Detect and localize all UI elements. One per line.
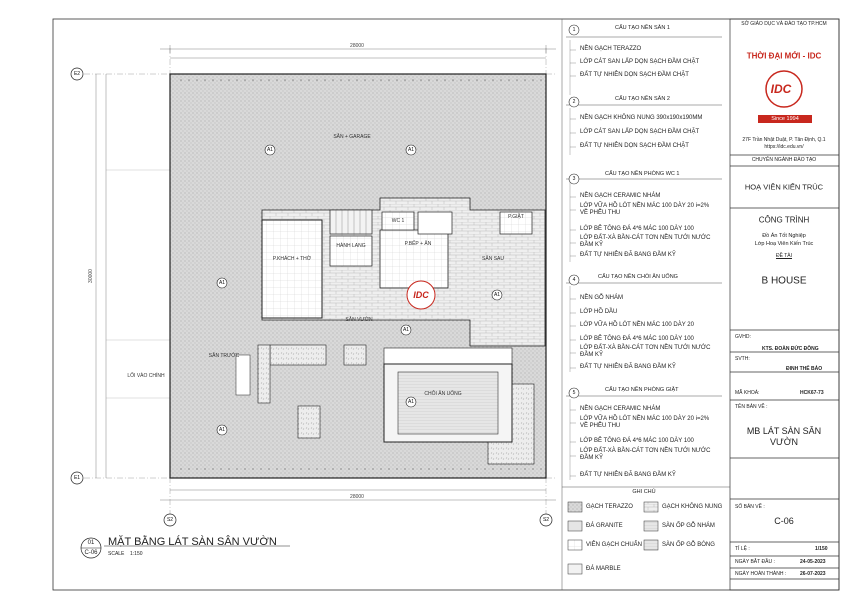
drawing-sheet-ref: C-06	[84, 550, 98, 556]
floor-plan	[71, 45, 556, 558]
room-label-entrance: LỐI VÀO CHÍNH	[127, 373, 165, 379]
student: ĐINH THẾ BẢO	[786, 366, 823, 372]
layer-item: ĐẤT TỰ NHIÊN DỌN SẠCH ĐẦM CHẶT	[580, 72, 689, 78]
standard-tile-swatch-label: VIÊN GẠCH CHUẨN	[586, 542, 643, 548]
layer-item: LỚP VỮA HỒ LÓT NỀN MÁC 100 DÀY 20 i=2% VỀ PHỄU THU	[580, 203, 710, 216]
layer-item: ĐẤT TỰ NHIÊN ĐÃ BANG ĐẦM KỸ	[580, 472, 676, 478]
drawing-number: 01	[87, 540, 95, 546]
major-label: CHUYÊN NGÀNH ĐÀO TẠO	[751, 157, 817, 163]
student-label: SVTH:	[735, 356, 750, 362]
layer-item: ĐẤT TỰ NHIÊN ĐÃ BANG ĐẦM KỸ	[580, 252, 676, 258]
room-label-living: P.KHÁCH + THỜ	[272, 256, 312, 262]
layer-item: LỚP BÊ TÔNG ĐÁ 4*6 MÁC 100 DÀY 100	[580, 336, 694, 342]
room-label-wc: WC 1	[391, 218, 405, 224]
layer-item: LỚP ĐẤT-XÀ BẦN-CÁT TƠN NỀN TƯỚI NƯỚC ĐẦM KỸ	[580, 235, 711, 248]
floor-marker: A1	[218, 427, 226, 433]
layer-item: NỀN GỖ NHÁM	[580, 295, 624, 301]
instructor: KTS. ĐOÀN ĐỨC ĐÔNG	[762, 346, 819, 352]
gridline-s2-left: S2	[166, 517, 174, 523]
terrazzo-swatch-label: GẠCH TERAZZO	[586, 504, 633, 510]
section-number: 2	[572, 99, 576, 105]
layer-item: NỀN GẠCH CERAMIC NHÁM	[580, 406, 661, 412]
section-number: 5	[572, 390, 576, 396]
layer-item: LỚP HỒ DẦU	[580, 309, 618, 315]
floor-marker: A1	[402, 327, 410, 333]
layer-item: LỚP VỮA HỒ LÓT NỀN MÁC 100 DÀY 20	[580, 322, 694, 328]
floor-marker: A1	[407, 399, 415, 405]
room-label-hallway: HÀNH LANG	[336, 243, 366, 249]
idc-watermark: IDC	[413, 290, 429, 300]
sheet-number: C-06	[774, 516, 794, 526]
scale-label-tb: TỈ LỆ :	[735, 546, 750, 552]
room-label-storage: P.GIẶT	[508, 214, 524, 220]
course-label: MÃ KHOÁ:	[735, 390, 760, 396]
section-title: CẤU TẠO NỀN SÂN 1	[615, 25, 670, 31]
school-name: THỜI ĐẠI MỚI - IDC	[746, 51, 822, 61]
section-title: CẤU TẠO NỀN PHÒNG GIẶT	[605, 387, 679, 393]
end-date-label: NGÀY HOÀN THÀNH :	[735, 571, 787, 577]
dimension-bottom: 28000	[350, 494, 364, 500]
room-label-dining-pavilion: CHỖI ĂN UỐNG	[424, 391, 462, 397]
website: https://idc.edu.vn/	[764, 144, 804, 150]
major: HOẠ VIÊN KIẾN TRÚC	[744, 182, 824, 192]
project-line-1: Đồ Án Tốt Nghiệp	[762, 233, 806, 239]
section-number: 3	[572, 176, 576, 182]
layer-item: NỀN GẠCH TERAZZO	[580, 46, 642, 52]
start-date: 24-05-2023	[800, 559, 826, 565]
layer-item: LỚP CÁT SAN LẤP DỌN SẠCH ĐẦM CHẶT	[580, 59, 700, 65]
glossy-wood-swatch-label: SÀN ỐP GỖ BÓNG	[662, 542, 715, 548]
notes-title: GHI CHÚ	[632, 489, 656, 495]
floor-marker: A1	[493, 292, 501, 298]
project-line-2: Lớp Hoạ Viên Kiến Trúc	[754, 241, 814, 247]
granite-swatch-label: ĐÁ GRANITE	[586, 523, 623, 529]
room-label-front-yard: SÂN TRƯỚC	[208, 353, 240, 359]
layer-item: LỚP VỮA HỒ LÓT NỀN MÁC 100 DÀY 20 i=2% VỀ PHỄU THU	[580, 416, 710, 429]
layer-item: LỚP BÊ TÔNG ĐÁ 4*6 MÁC 100 DÀY 100	[580, 438, 694, 444]
layer-item: LỚP BÊ TÔNG ĐÁ 4*6 MÁC 100 DÀY 100	[580, 226, 694, 232]
start-date-label: NGÀY BẮT ĐẦU :	[735, 559, 775, 565]
gridline-e1: E1	[73, 475, 81, 481]
room-label-back-yard: SÂN SAU	[482, 256, 504, 262]
scale-tb: 1/150	[815, 546, 828, 552]
scale-label: SCALE	[108, 551, 125, 557]
drawing-title: MẶT BẰNG LÁT SÀN SÂN VƯỜN	[108, 536, 277, 548]
layer-item: LỚP ĐẤT-XÀ BẦN-CÁT TƠN NỀN TƯỚI NƯỚC ĐẦM KỸ	[580, 448, 711, 461]
section-title: CẤU TẠO NỀN CHÒI ĂN UỐNG	[598, 274, 678, 280]
section-title: CẤU TẠO NỀN PHÒNG WC 1	[605, 171, 680, 177]
end-date: 26-07-2023	[800, 571, 826, 577]
dimension-top: 28000	[350, 43, 364, 49]
section-title: CẤU TẠO NỀN SÂN 2	[615, 96, 670, 102]
layer-item: NỀN GẠCH KHÔNG NUNG 390x190x190MM	[580, 115, 703, 121]
room-label-garden-yard: SÂN VƯỜN	[345, 317, 373, 323]
layer-item: LỚP CÁT SAN LẤP DỌN SẠCH ĐẦM CHẶT	[580, 129, 700, 135]
layer-item: NỀN GẠCH CERAMIC NHÁM	[580, 193, 661, 199]
floor-marker: A1	[218, 280, 226, 286]
section-number: 1	[572, 27, 576, 33]
since-banner: Since 1994	[771, 116, 799, 122]
matte-wood-swatch-label: SÀN ỐP GỖ NHÁM	[662, 523, 715, 529]
instructor-label: GVHD:	[735, 334, 751, 340]
sheet-number-label: SỐ BẢN VẼ :	[735, 504, 765, 510]
layer-item: LỚP ĐẤT-XÀ BẦN-CÁT TƠN NỀN TƯỚI NƯỚC ĐẦM KỸ	[580, 345, 711, 358]
project-label: CÔNG TRÌNH	[758, 215, 810, 225]
scale-value: 1:150	[130, 551, 143, 557]
unfired-brick-swatch-label: GẠCH KHÔNG NUNG	[662, 504, 723, 510]
address: 27F Trần Nhật Duật, P. Tân Định, Q.1	[742, 137, 826, 143]
dimension-left: 30000	[88, 269, 94, 283]
topic: B HOUSE	[761, 275, 807, 287]
layer-item: ĐẤT TỰ NHIÊN ĐÃ BANG ĐẦM KỸ	[580, 364, 676, 370]
floor-marker: A1	[407, 147, 415, 153]
layer-item: ĐẤT TỰ NHIÊN DỌN SẠCH ĐẦM CHẶT	[580, 143, 689, 149]
course: HCK67-73	[800, 390, 824, 396]
room-label-garage: SÂN + GARAGE	[333, 134, 371, 140]
idc-logo-text: IDC	[770, 82, 792, 96]
topic-label: ĐỀ TÀI	[775, 253, 793, 259]
drawing-name-label: TÊN BẢN VẼ :	[735, 404, 768, 410]
department: SỞ GIÁO DỤC VÀ ĐÀO TẠO TP.HCM	[741, 21, 827, 27]
gridline-e2: E2	[73, 71, 81, 77]
marble-swatch-label: ĐÁ MARBLE	[586, 566, 621, 572]
room-label-kitchen: P.BẾP + ĂN	[404, 241, 432, 247]
section-number: 4	[572, 277, 576, 283]
gridline-s2-right: S2	[542, 517, 550, 523]
floor-marker: A1	[266, 147, 274, 153]
drawing-name: MB LÁT SÀN SÂN VƯỜN	[746, 426, 822, 447]
